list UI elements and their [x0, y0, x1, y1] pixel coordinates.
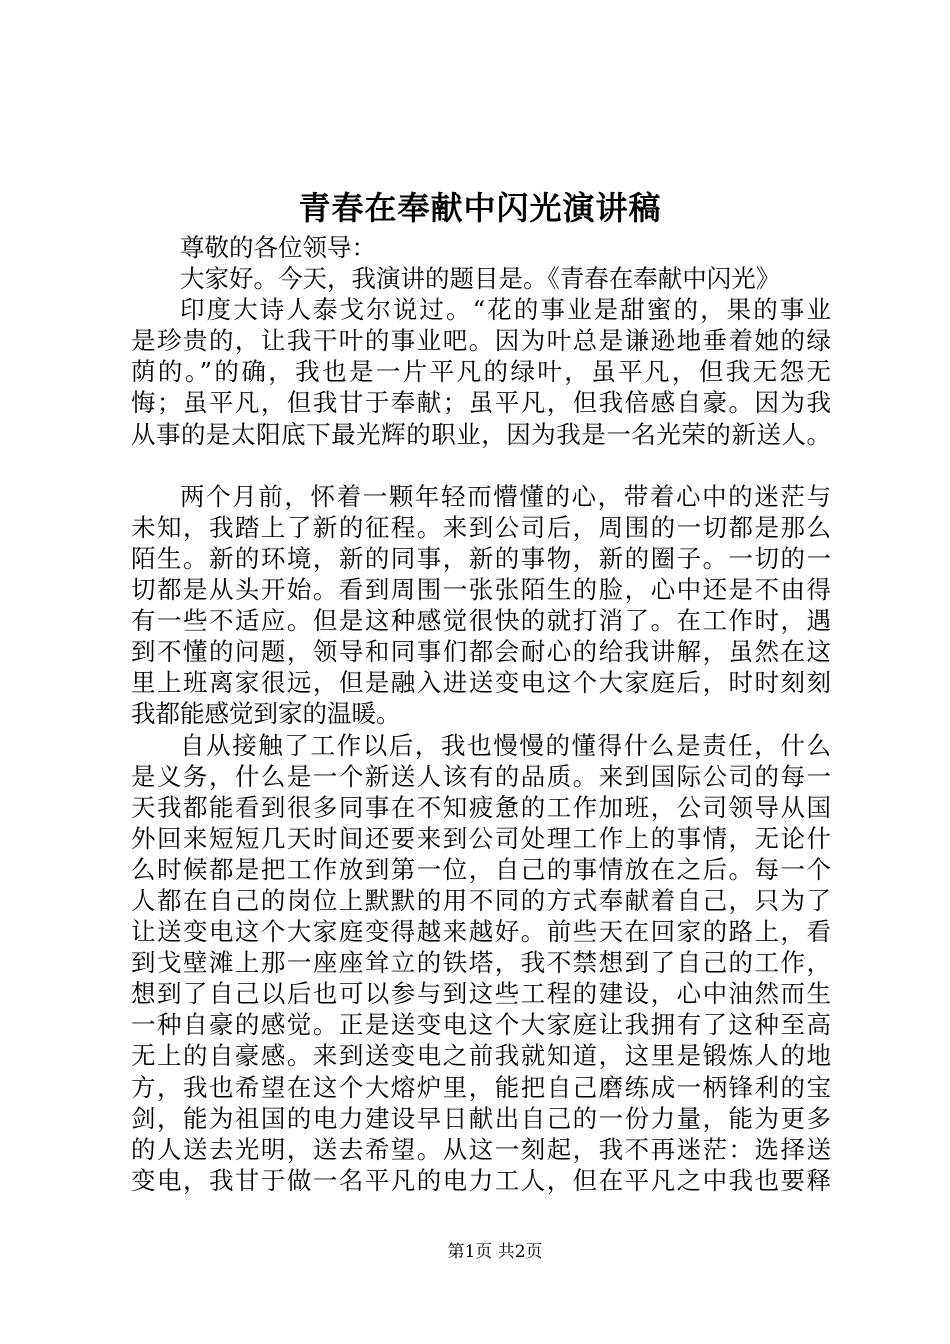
paragraph-3-line-10: 一种自豪的感觉。正是送变电这个大家庭让我拥有了这种至高 — [131, 1010, 831, 1040]
document-title: 青春在奉献中闪光演讲稿 — [298, 189, 662, 227]
paragraph-3-line-9: 想到了自己以后也可以参与到这些工程的建设，心中油然而生 — [131, 979, 831, 1009]
paragraph-1-line-3: 荫的。”的确，我也是一片平凡的绿叶，虽平凡，但我无怨无 — [131, 357, 831, 387]
paragraph-2-line-3: 陌生。新的环境，新的同事，新的事物，新的圈子。一切的一 — [131, 543, 831, 573]
document-body — [131, 232, 831, 1196]
paragraph-1-line-2: 是珍贵的，让我干叶的事业吧。因为叶总是谦逊地垂着她的绿 — [131, 326, 831, 356]
greeting-line: 大家好。今天，我演讲的题目是。《青春在奉献中闪光》 — [180, 264, 781, 294]
page-number-footer: 第1页 共2页 — [447, 1242, 543, 1262]
salutation-line: 尊敬的各位领导： — [180, 233, 376, 262]
paragraph-1-line-1: 印度大诗人泰戈尔说过。“花的事业是甜蜜的，果的事业 — [180, 295, 831, 325]
paragraph-2-line-7: 里上班离家很远，但是融入进送变电这个大家庭后，时时刻刻 — [131, 668, 831, 698]
paragraph-2-line-5: 有一些不适应。但是这种感觉很快的就打消了。在工作时，遇 — [131, 606, 831, 636]
paragraph-1-line-4: 悔；虽平凡，但我甘于奉献；虽平凡，但我倍感自豪。因为我 — [131, 388, 831, 418]
paragraph-3-line-13: 剑，能为祖国的电力建设早日献出自己的一份力量，能为更多 — [131, 1103, 831, 1133]
paragraph-2-line-6: 到不懂的问题，领导和同事们都会耐心的给我讲解，虽然在这 — [131, 637, 831, 667]
paragraph-1-line-5: 从事的是太阳底下最光辉的职业，因为我是一名光荣的新送人。 — [131, 419, 831, 449]
paragraph-3-line-7: 让送变电这个大家庭变得越来越好。前些天在回家的路上，看 — [131, 917, 831, 947]
paragraph-3-line-5: 么时候都是把工作放到第一位，自己的事情放在之后。每一个 — [131, 854, 831, 884]
paragraph-2-line-8: 我都能感觉到家的温暖。 — [131, 699, 401, 729]
paragraph-3-line-6: 人都在自己的岗位上默默的用不同的方式奉献着自己，只为了 — [131, 885, 831, 915]
paragraph-3-line-1: 自从接触了工作以后，我也慢慢的懂得什么是责任，什么 — [180, 730, 831, 760]
paragraph-3-line-14: 的人送去光明，送去希望。从这一刻起，我不再迷茫：选择送 — [131, 1134, 831, 1164]
paragraph-3-line-3: 天我都能看到很多同事在不知疲惫的工作加班，公司领导从国 — [131, 792, 831, 822]
paragraph-2-line-4: 切都是从头开始。看到周围一张张陌生的脸，心中还是不由得 — [131, 575, 831, 605]
paragraph-3-line-4: 外回来短短几天时间还要来到公司处理工作上的事情，无论什 — [131, 823, 831, 853]
paragraph-2-line-2: 未知，我踏上了新的征程。来到公司后，周围的一切都是那么 — [131, 512, 831, 542]
paragraph-3-line-8: 到戈壁滩上那一座座耸立的铁塔，我不禁想到了自己的工作， — [131, 948, 831, 978]
paragraph-3-line-15: 变电，我甘于做一名平凡的电力工人，但在平凡之中我也要释 — [131, 1165, 831, 1195]
paragraph-3-line-2: 是义务，什么是一个新送人该有的品质。来到国际公司的每一 — [131, 761, 831, 791]
paragraph-3-line-12: 方，我也希望在这个大熔炉里，能把自己磨练成一柄锋利的宝 — [131, 1072, 831, 1102]
blank-line — [131, 450, 831, 481]
paragraph-3-line-11: 无上的自豪感。来到送变电之前我就知道，这里是锻炼人的地 — [131, 1041, 831, 1071]
paragraph-2-line-1: 两个月前，怀着一颗年轻而懵懂的心，带着心中的迷茫与 — [180, 481, 831, 511]
